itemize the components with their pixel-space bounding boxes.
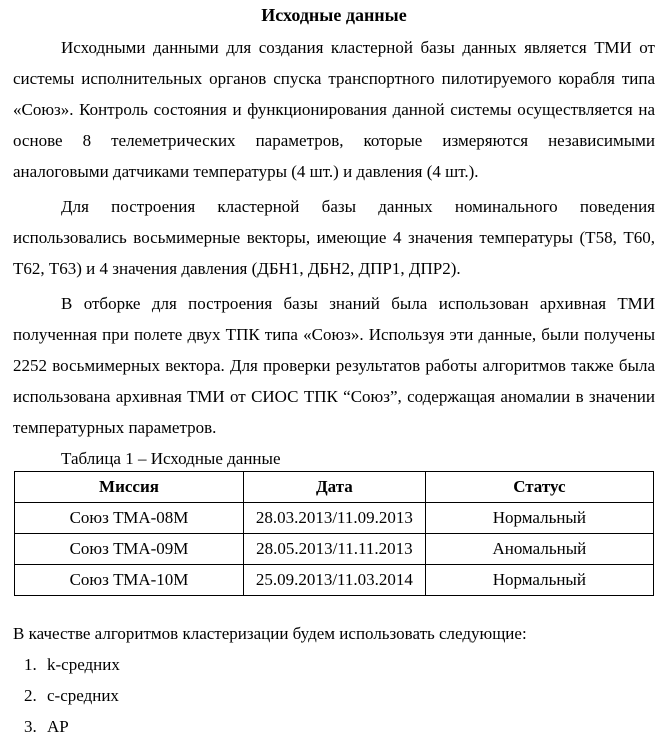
paragraph-sample: В отборке для построения базы знаний была использован архивная ТМИ полученная при полете двух ТПК типа «Союз». Используя эти данные, были получены 2252 восьмимерных вектора. Для проверки результатов работы алгоритмов также была использована архивная ТМИ от СИОС ТПК “Союз”, содержащая аномалии в значении температурных параметров. (13, 294, 655, 437)
algorithms-intro: В качестве алгоритмов кластеризации будем использовать следующие: (13, 624, 527, 643)
table-header-row (15, 472, 654, 503)
header-date: Дата (244, 472, 426, 503)
document-page (13, 0, 655, 742)
cell-date: 25.09.2013/11.03.2014 (244, 565, 426, 596)
cell-status: Нормальный (425, 503, 653, 534)
source-data-table (14, 471, 654, 596)
table-row (15, 565, 654, 596)
section-title: Исходные данные (261, 5, 407, 25)
header-status: Статус (425, 472, 653, 503)
table-row (15, 503, 654, 534)
table-row (15, 534, 654, 565)
cell-status: Нормальный (425, 565, 653, 596)
paragraph-source-data: Исходными данными для создания кластерной базы данных является ТМИ от системы исполнительных органов спуска транспортного пилотируемого корабля типа «Союз». Контроль состояния и функционирования данной системы осуществляется на основе 8 телеметрических параметров, которые измеряются независимыми аналоговыми датчиками температуры (4 шт.) и давления (4 шт.). (13, 38, 655, 181)
table-caption: Таблица 1 – Исходные данные (61, 449, 281, 468)
algorithms-list (13, 649, 655, 742)
cell-date: 28.05.2013/11.11.2013 (244, 534, 426, 565)
cell-mission: Союз ТМА-09М (15, 534, 244, 565)
list-item: 1. k-средних (41, 649, 655, 680)
cell-mission: Союз ТМА-10М (15, 565, 244, 596)
cell-mission: Союз ТМА-08М (15, 503, 244, 534)
cell-status: Аномальный (425, 534, 653, 565)
header-mission: Миссия (15, 472, 244, 503)
paragraph-vectors: Для построения кластерной базы данных номинального поведения использовались восьмимерные векторы, имеющие 4 значения температуры (Т58, Т60, Т62, Т63) и 4 значения давления (ДБН1, ДБН2, ДПР1, ДПР2). (13, 197, 655, 278)
cell-date: 28.03.2013/11.09.2013 (244, 503, 426, 534)
list-item: 2. c-средних (41, 680, 655, 711)
list-item: 3. AP (41, 711, 655, 742)
